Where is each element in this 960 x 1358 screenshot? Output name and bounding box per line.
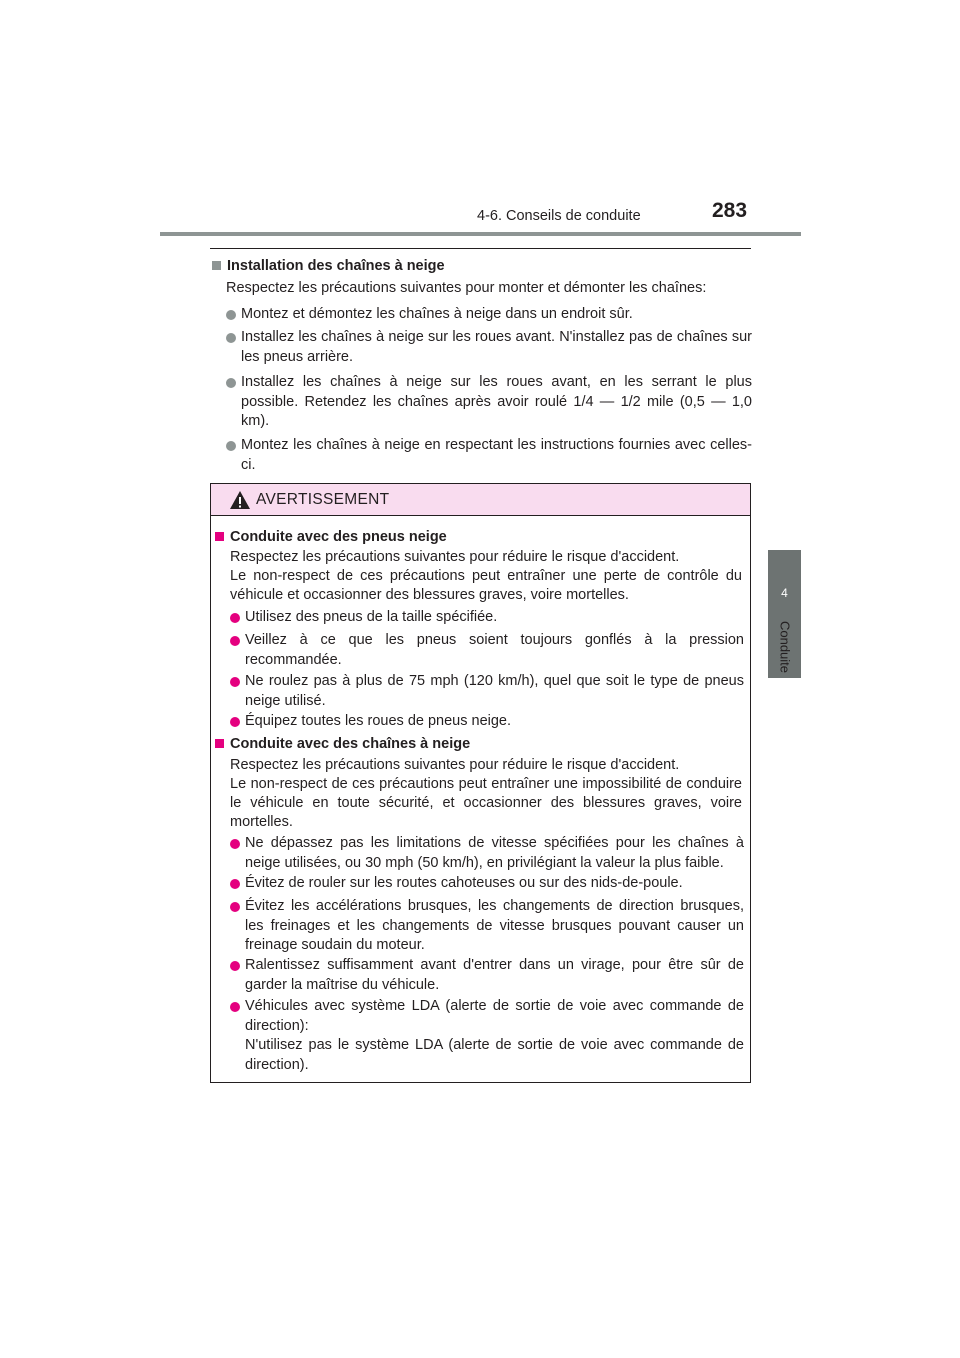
list-item (230, 874, 744, 894)
bullet-icon (230, 902, 240, 912)
list-item (226, 436, 752, 475)
snow-chains-title: Conduite avec des chaînes à neige (230, 736, 471, 752)
installation-heading (212, 256, 752, 277)
list-item-text: Évitez de rouler sur les routes cahoteuses ou sur des nids-de-poule. (245, 875, 683, 891)
list-item-text: Utilisez des pneus de la taille spécifiée. (245, 609, 498, 625)
list-item (230, 997, 744, 1075)
chapter-number: 4 (781, 586, 788, 600)
content-rule (210, 248, 751, 249)
snow-tires-heading (215, 528, 745, 547)
lda-title: Véhicules avec système LDA (alerte de sortie de voie avec commande de direction): (245, 998, 744, 1034)
list-item (230, 834, 744, 873)
section-title: 4-6. Conseils de conduite (477, 208, 641, 224)
list-item-text: Installez les chaînes à neige sur les roues avant. N'installez pas de chaînes sur les pneus arrière. (241, 329, 752, 365)
bullet-icon (226, 333, 236, 343)
bullet-icon (230, 1002, 240, 1012)
bullet-icon (230, 717, 240, 727)
page-number: 283 (712, 199, 748, 222)
square-bullet-icon (215, 532, 224, 541)
list-item (230, 897, 744, 956)
installation-title: Installation des chaînes à neige (227, 258, 445, 274)
bullet-icon (230, 613, 240, 623)
square-bullet-icon (212, 261, 221, 270)
bullet-icon (226, 378, 236, 388)
lda-text: N'utilisez pas le système LDA (alerte de sortie de voie avec commande de direction). (245, 1037, 744, 1073)
snow-tires-consequence: Le non-respect de ces précautions peut entraîner une perte de contrôle du véhicule et occasionner des blessures graves, voire mortelles. (230, 568, 742, 603)
list-item-text: Évitez les accélérations brusques, les changements de direction brusques, les freinages et les changements de vitesse brusques pouvant causer un freinage soudain du moteur. (245, 898, 744, 953)
snow-tires-title: Conduite avec des pneus neige (230, 529, 447, 545)
list-item-text: Équipez toutes les roues de pneus neige. (245, 713, 512, 729)
bullet-icon (230, 677, 240, 687)
list-item-text: Ralentissez suffisamment avant d'entrer dans un virage, pour être sûr de garder la maîtrise du véhicule. (245, 957, 744, 993)
list-item-text: Ne roulez pas à plus de 75 mph (120 km/h), quel que soit le type de pneus neige utilisé. (245, 673, 744, 709)
list-item-text: Ne dépassez pas les limitations de vitesse spécifiées pour les chaînes à neige utilisées, ou 30 mph (50 km/h), en privilégiant la valeur la plus faible. (245, 835, 744, 871)
snow-chains-consequence: Le non-respect de ces précautions peut entraîner une impossibilité de conduire le véhicule en toute sécurité, et occasionner des blessures graves, voire mortelles. (230, 776, 742, 830)
list-item-text: Montez les chaînes à neige en respectant les instructions fournies avec celles-ci. (241, 437, 752, 473)
warning-title: AVERTISSEMENT (256, 491, 390, 508)
list-item (230, 956, 744, 995)
list-item (230, 631, 744, 670)
warning-header (211, 484, 750, 516)
warning-icon (229, 490, 251, 510)
list-item (226, 373, 752, 432)
list-item (230, 608, 744, 628)
snow-chains-intro: Respectez les précautions suivantes pour réduire le risque d'accident. (230, 757, 680, 773)
chapter-label-text: Conduite (777, 620, 792, 674)
list-item-text: Montez et démontez les chaînes à neige dans un endroit sûr. (241, 306, 633, 322)
snow-chains-heading (215, 735, 745, 754)
square-bullet-icon (215, 739, 224, 748)
installation-intro: Respectez les précautions suivantes pour monter et démonter les chaînes: (226, 280, 707, 296)
list-item-text: Installez les chaînes à neige sur les roues avant, en les serrant le plus possible. Retendez les chaînes après avoir roulé 1/4 — 1/2 mile (0,5 — 1,0 km). (241, 374, 752, 429)
bullet-icon (230, 879, 240, 889)
warning-box (210, 483, 751, 1083)
list-item (226, 305, 752, 325)
list-item (230, 672, 744, 711)
snow-tires-intro: Respectez les précautions suivantes pour réduire le risque d'accident. (230, 549, 680, 565)
bullet-icon (230, 636, 240, 646)
list-item (230, 712, 744, 732)
list-item-text: Veillez à ce que les pneus soient toujours gonflés à la pression recommandée. (245, 632, 744, 668)
bullet-icon (226, 441, 236, 451)
chapter-label (768, 617, 801, 677)
header-rule (160, 232, 801, 236)
bullet-icon (226, 310, 236, 320)
bullet-icon (230, 961, 240, 971)
bullet-icon (230, 839, 240, 849)
list-item (226, 328, 752, 367)
